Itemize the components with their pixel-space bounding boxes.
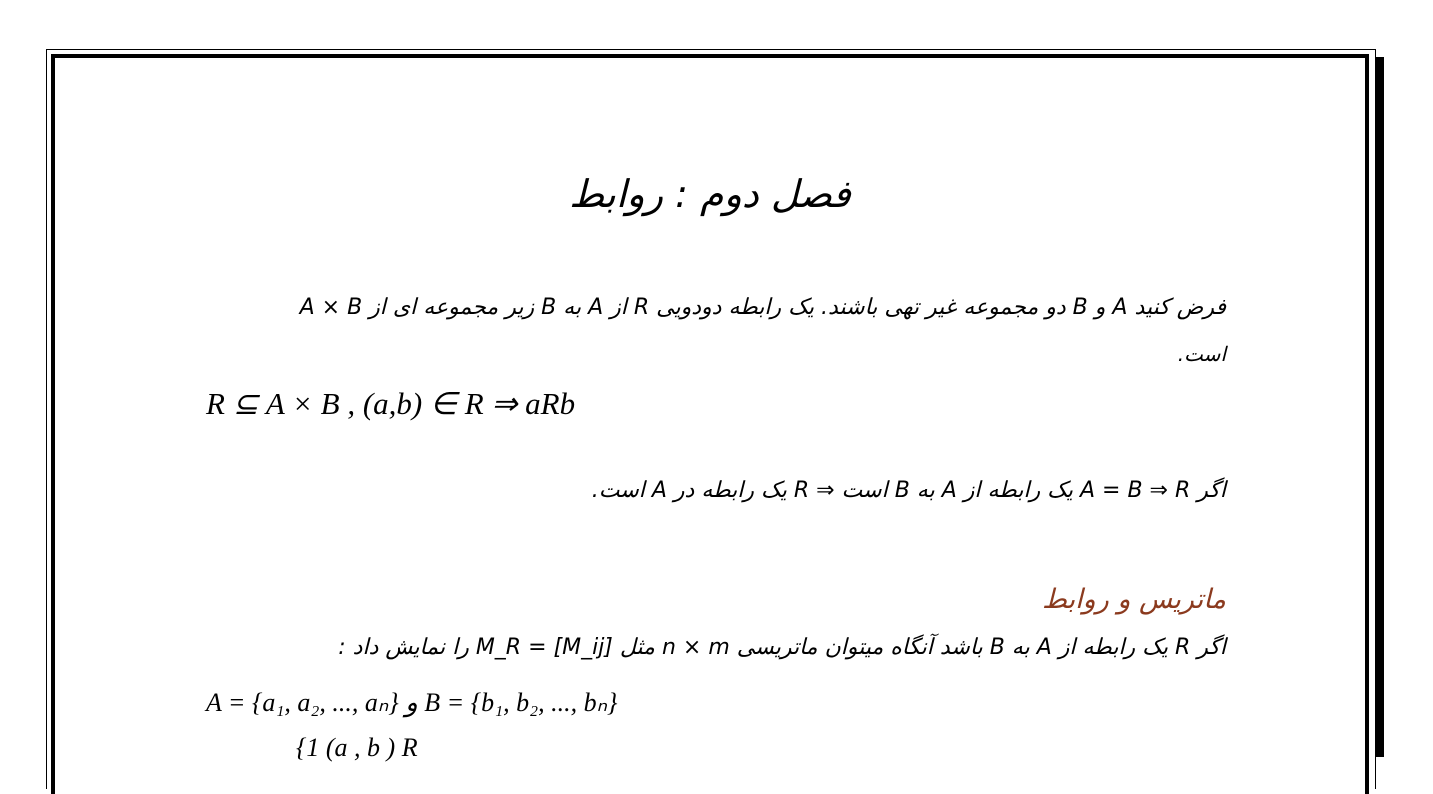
chapter-title: فصل دوم : روابط bbox=[569, 172, 851, 216]
same-set-relation-paragraph: اگر A = B ⇒ R یک رابطه از A به B است ⇒ R یک رابطه در A است. bbox=[591, 478, 1226, 503]
matrix-entry-formula: {1 (a , b ) R bbox=[296, 733, 418, 762]
section-heading-matrix-relations: ماتریس و روابط bbox=[1042, 584, 1226, 615]
matrix-definition-paragraph: اگر R یک رابطه از A به B باشد آنگاه میتوان ماتریسی n × m مثل M_R = [M_ij] را نمایش داد : bbox=[338, 635, 1226, 660]
page-border-shadow bbox=[1376, 57, 1384, 757]
relation-formula: R ⊆ A × B , (a,b) ∈ R ⇒ aRb bbox=[206, 386, 576, 421]
sets-formula: A = {a₁, a₂, ..., aₙ} و B = {b₁, b₂, ..., bₙ} bbox=[206, 688, 618, 717]
page-border-inner bbox=[51, 54, 1369, 794]
definition-paragraph-line2: است. bbox=[1177, 342, 1226, 366]
definition-paragraph-line1: فرض کنید A و B دو مجموعه غیر تهی باشند. یک رابطه دودویی R از A به B زیر مجموعه ای از A × B bbox=[299, 295, 1226, 320]
